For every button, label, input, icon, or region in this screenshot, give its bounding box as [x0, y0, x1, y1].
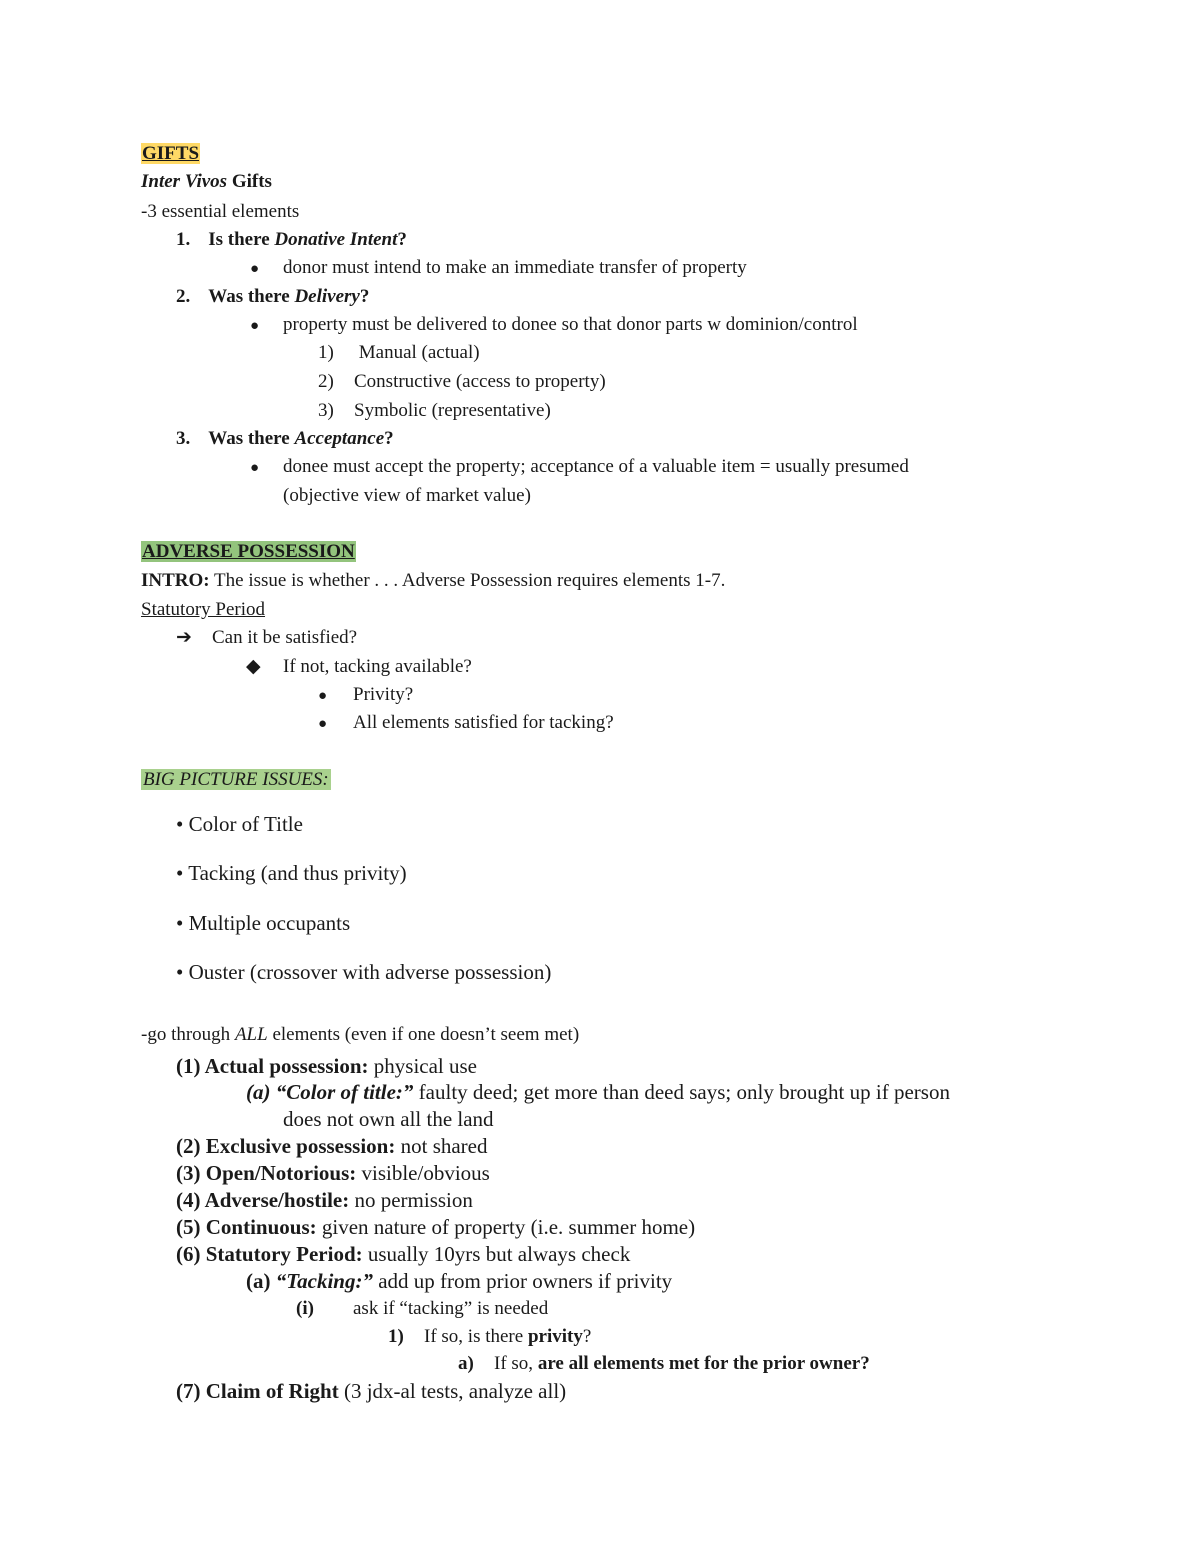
- bullet-icon: ●: [318, 688, 328, 704]
- big-picture-item: • Ouster (crossover with adverse possession): [176, 960, 552, 984]
- delivery-type: 3) Symbolic (representative): [318, 400, 551, 421]
- big-picture-heading: BIG PICTURE ISSUES:: [143, 769, 329, 790]
- delivery-type: 2) Constructive (access to property): [318, 371, 606, 392]
- sub-item: All elements satisfied for tacking?: [353, 712, 614, 733]
- element-claim-of-right: (7) Claim of Right (3 jdx-al tests, analyze all): [176, 1379, 567, 1403]
- bullet-icon: ●: [318, 716, 328, 732]
- element-color-of-title: (a) “Color of title:” faulty deed; get more than deed says; only brought up if person: [246, 1080, 950, 1104]
- gifts-intro: -3 essential elements: [141, 201, 300, 222]
- gifts-q2: 2. Was there Delivery?: [176, 286, 370, 307]
- go-through-note: -go through ALL elements (even if one doesn’t seem met): [141, 1024, 580, 1045]
- diamond-icon: ◆: [246, 656, 261, 677]
- bullet-icon: ●: [250, 460, 260, 476]
- gifts-q2-bullet: property must be delivered to donee so that donor parts w dominion/control: [283, 314, 858, 335]
- element-open: (3) Open/Notorious: visible/obvious: [176, 1161, 490, 1185]
- element-tacking: (a) “Tacking:” add up from prior owners if privity: [246, 1269, 673, 1293]
- element-color-of-title-cont: does not own all the land: [283, 1107, 494, 1131]
- adverse-intro: INTRO: The issue is whether . . . Adverse Possession requires elements 1-7.: [141, 570, 726, 591]
- big-picture-item: • Tacking (and thus privity): [176, 861, 407, 885]
- tacking-1: 1) If so, is there privity?: [388, 1326, 592, 1347]
- element-continuous: (5) Continuous: given nature of property (i.e. summer home): [176, 1215, 696, 1239]
- statutory-period-heading: Statutory Period: [141, 599, 266, 620]
- element-actual: (1) Actual possession: physical use: [176, 1054, 478, 1078]
- inter-vivos-heading: Inter Vivos Gifts: [141, 171, 272, 192]
- bullet-icon: ●: [250, 261, 260, 277]
- delivery-type: 1) Manual (actual): [318, 342, 480, 363]
- diamond-item: If not, tacking available?: [283, 656, 472, 677]
- arrow-icon: ➔: [176, 627, 192, 648]
- adverse-heading: ADVERSE POSSESSION: [142, 541, 355, 562]
- element-statutory: (6) Statutory Period: usually 10yrs but always check: [176, 1242, 631, 1266]
- big-picture-item: • Multiple occupants: [176, 911, 351, 935]
- tacking-i: (i) ask if “tacking” is needed: [296, 1298, 549, 1319]
- gifts-q1-bullet: donor must intend to make an immediate transfer of property: [283, 257, 747, 278]
- element-exclusive: (2) Exclusive possession: not shared: [176, 1134, 488, 1158]
- element-adverse: (4) Adverse/hostile: no permission: [176, 1188, 473, 1212]
- gifts-q1: 1. Is there Donative Intent?: [176, 229, 407, 250]
- gifts-heading: GIFTS: [142, 143, 200, 164]
- gifts-q3-bullet-line1: donee must accept the property; acceptance of a valuable item = usually presumed: [283, 456, 909, 477]
- sub-item: Privity?: [353, 684, 414, 705]
- gifts-q3: 3. Was there Acceptance?: [176, 428, 394, 449]
- gifts-q3-bullet-line2: (objective view of market value): [283, 485, 531, 506]
- big-picture-item: • Color of Title: [176, 812, 303, 836]
- arrow-item: Can it be satisfied?: [212, 627, 358, 648]
- bullet-icon: ●: [250, 318, 260, 334]
- tacking-a: a) If so, are all elements met for the prior owner?: [458, 1353, 870, 1374]
